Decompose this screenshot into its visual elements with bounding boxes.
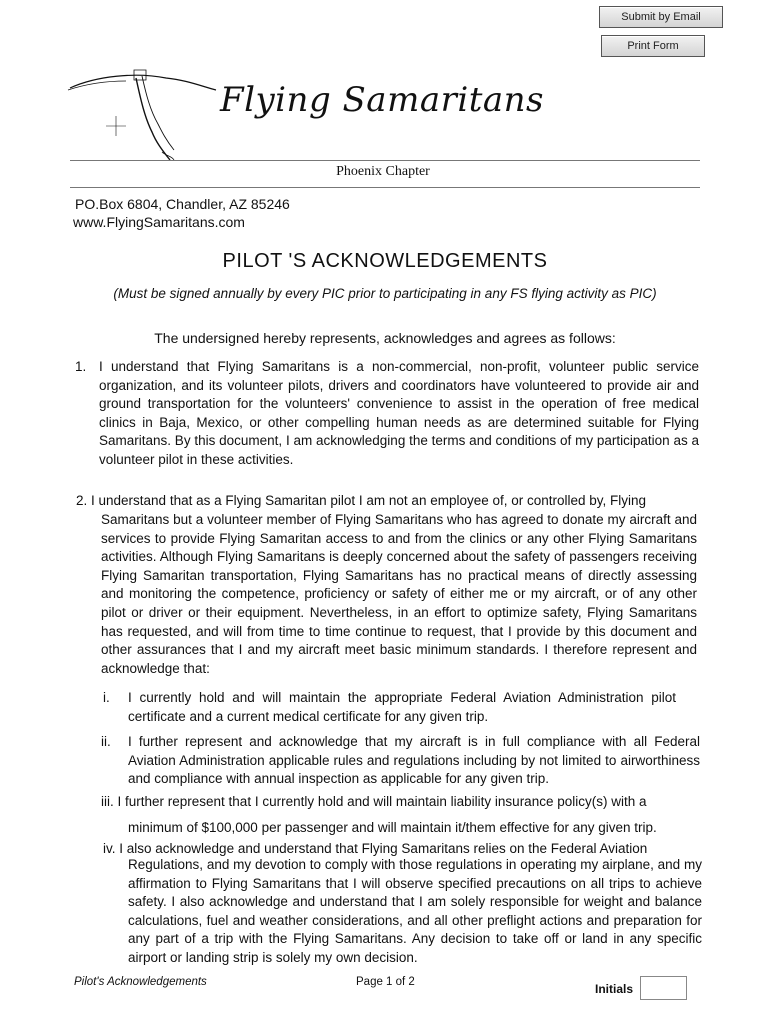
item-1-number: 1.	[75, 359, 87, 374]
sub-i-number: i.	[103, 690, 110, 705]
item-2-first-line: 2. I understand that as a Flying Samaritan pilot I am not an employee of, or controlled by, Flying	[76, 493, 647, 508]
website-link: www.FlyingSamaritans.com	[73, 214, 245, 230]
sub-iv-text: Regulations, and my devotion to comply with those regulations in operating my airplane, and my affirmation to Flying Samaritans that I will observe specified precautions on all trips to achieve safety. I also acknowledge and understand that I am solely responsible for weight and balance calculations, fuel and weather considerations, and all other preflight actions and preparation for any part of a trip with the Flying Samaritans. Any decision to take off or land in any specific airport or landing strip is solely my own decision.	[128, 857, 702, 965]
postal-address: PO.Box 6804, Chandler, AZ 85246	[75, 196, 290, 212]
footer-document-name: Pilot's Acknowledgements	[74, 976, 207, 988]
document-subtitle: (Must be signed annually by every PIC prior to participating in any FS flying activity as PIC)	[113, 286, 657, 301]
chapter-name: Phoenix Chapter	[336, 164, 430, 179]
page-number: Page 1 of 2	[356, 976, 415, 988]
flying-samaritan-logo-icon	[66, 66, 226, 166]
sub-iii-first-line: iii. I further represent that I currently hold and will maintain liability insurance policy(s) with a	[101, 794, 647, 809]
item-1-text: I understand that Flying Samaritans is a non-commercial, non-profit, volunteer public service organization, and its volunteer pilots, drivers and coordinators have volunteered to provide air and ground transportation for the volunteers' convenience to assist in the operation of free medical clinics in Baja, Mexico, or other compelling human needs as are determined suitable for Flying Samaritans. By this document, I am acknowledging the terms and conditions of my participation as a volunteer pilot in these activities.	[99, 359, 699, 467]
initials-input[interactable]	[640, 976, 687, 1000]
sub-iii-text: minimum of $100,000 per passenger and will maintain it/them effective for any given trip.	[128, 820, 657, 835]
print-form-button[interactable]: Print Form	[601, 35, 705, 57]
org-name-logo-text: Flying Samaritans	[220, 80, 544, 120]
sub-ii-text: I further represent and acknowledge that my aircraft is in full compliance with all Federal Aviation Administration applicable rules and regulations including by not limited to airworthiness and compliance with annual inspection as applicable for any given trip.	[128, 734, 700, 787]
header-bottom-rule	[70, 187, 700, 188]
sub-iv-first-line: iv. I also acknowledge and understand that Flying Samaritans relies on the Federal Aviation	[103, 841, 648, 856]
submit-by-email-button[interactable]: Submit by Email	[599, 6, 723, 28]
initials-label: Initials	[595, 982, 634, 996]
sub-i-text: I currently hold and will maintain the appropriate Federal Aviation Administration pilot certificate and a current medical certificate for any given trip.	[128, 690, 676, 724]
item-2-text: Samaritans but a volunteer member of Flying Samaritans who has agreed to donate my aircraft and services to provide Flying Samaritan access to and from the clinics or any other Flying Samaritans activities. Although Flying Samaritans is deeply concerned about the safety of passengers receiving Flying Samaritan transportation, Flying Samaritans has no practical means of directly assessing and monitoring the competence, proficiency or safety of either me or my aircraft, or of any other pilot or driver or their equipment. Nevertheless, in an effort to optimize safety, Flying Samaritans has requested, and will from time to time continue to request, that I provide by this document and other assurances that I and my aircraft meet basic minimum standards. I therefore represent and acknowledge that:	[101, 512, 697, 676]
document-title: PILOT 'S ACKNOWLEDGEMENTS	[222, 250, 548, 272]
intro-statement: The undersigned hereby represents, acknowledges and agrees as follows:	[154, 330, 616, 346]
header-top-rule	[70, 160, 700, 161]
sub-ii-number: ii.	[101, 734, 111, 749]
